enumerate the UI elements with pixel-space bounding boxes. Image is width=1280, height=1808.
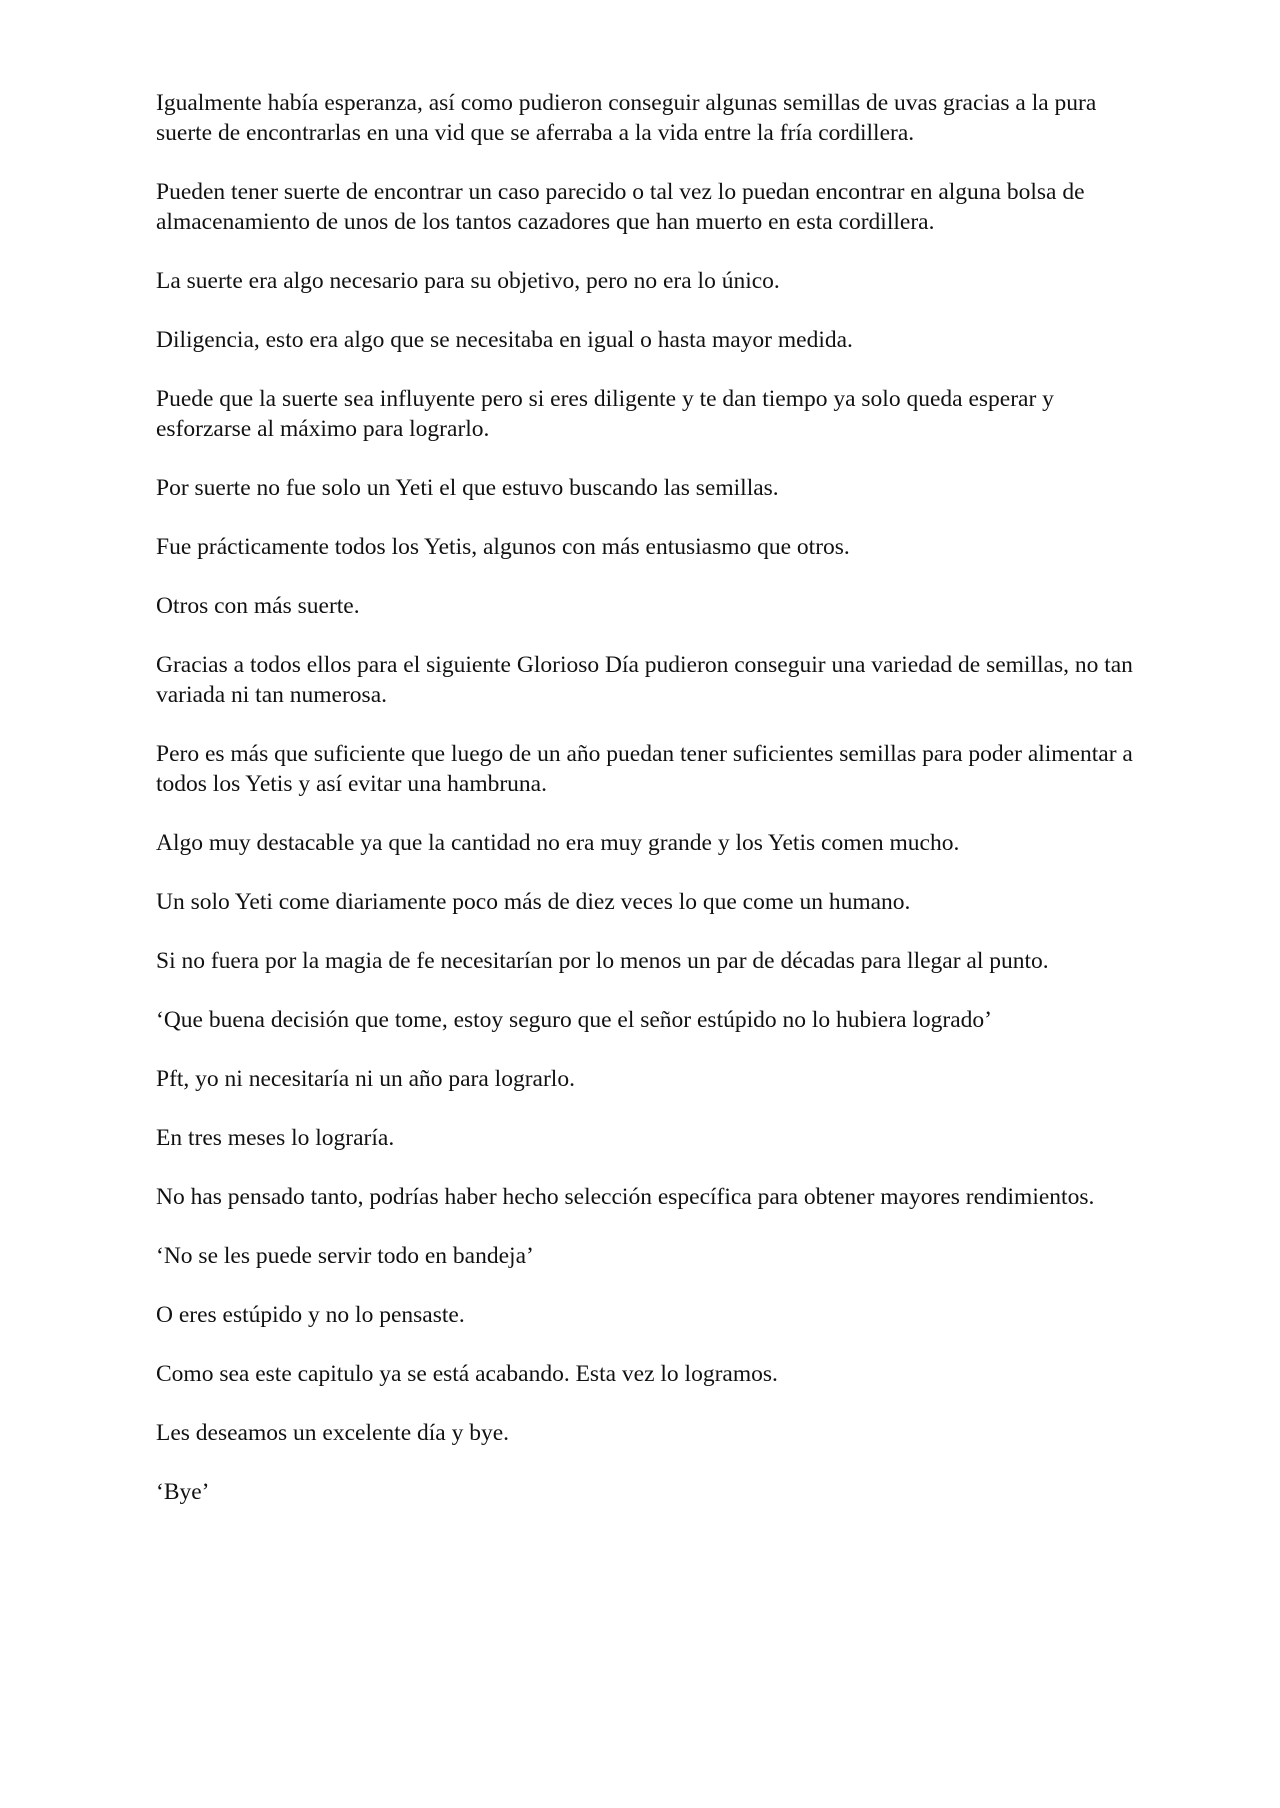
paragraph: Como sea este capitulo ya se está acabando. Esta vez lo logramos. bbox=[156, 1361, 778, 1387]
paragraph: Igualmente había esperanza, así como pudieron conseguir algunas semillas de uvas gracias a la pura suerte de encontrarlas en una vid que se aferraba a la vida entre la fría cordillera. bbox=[156, 90, 1097, 146]
paragraph: Diligencia, esto era algo que se necesitaba en igual o hasta mayor medida. bbox=[156, 327, 853, 353]
document-body bbox=[156, 88, 1146, 1536]
paragraph: Pueden tener suerte de encontrar un caso parecido o tal vez lo puedan encontrar en alguna bolsa de almacenamiento de unos de los tantos cazadores que han muerto en esta cordillera. bbox=[156, 179, 1085, 235]
paragraph: ‘Que buena decisión que tome, estoy seguro que el señor estúpido no lo hubiera logrado’ bbox=[156, 1007, 992, 1033]
paragraph: Pero es más que suficiente que luego de un año puedan tener suficientes semillas para poder alimentar a todos los Yetis y así evitar una hambruna. bbox=[156, 741, 1133, 797]
paragraph: Por suerte no fue solo un Yeti el que estuvo buscando las semillas. bbox=[156, 475, 779, 501]
paragraph: Un solo Yeti come diariamente poco más de diez veces lo que come un humano. bbox=[156, 889, 911, 915]
paragraph: ‘Bye’ bbox=[156, 1479, 210, 1505]
paragraph: En tres meses lo lograría. bbox=[156, 1125, 395, 1151]
paragraph: La suerte era algo necesario para su objetivo, pero no era lo único. bbox=[156, 268, 780, 294]
paragraph: Les deseamos un excelente día y bye. bbox=[156, 1420, 510, 1446]
paragraph: ‘No se les puede servir todo en bandeja’ bbox=[156, 1243, 534, 1269]
paragraph: Si no fuera por la magia de fe necesitarían por lo menos un par de décadas para llegar al punto. bbox=[156, 948, 1049, 974]
paragraph: Pft, yo ni necesitaría ni un año para lograrlo. bbox=[156, 1066, 575, 1092]
paragraph: Algo muy destacable ya que la cantidad no era muy grande y los Yetis comen mucho. bbox=[156, 830, 960, 856]
paragraph: Fue prácticamente todos los Yetis, algunos con más entusiasmo que otros. bbox=[156, 534, 850, 560]
paragraph: No has pensado tanto, podrías haber hecho selección específica para obtener mayores rendimientos. bbox=[156, 1184, 1095, 1210]
paragraph: Gracias a todos ellos para el siguiente Glorioso Día pudieron conseguir una variedad de semillas, no tan variada ni tan numerosa. bbox=[156, 652, 1133, 708]
paragraph: O eres estúpido y no lo pensaste. bbox=[156, 1302, 465, 1328]
paragraph: Puede que la suerte sea influyente pero si eres diligente y te dan tiempo ya solo queda esperar y esforzarse al máximo para lograrlo. bbox=[156, 386, 1054, 442]
paragraph: Otros con más suerte. bbox=[156, 593, 360, 619]
